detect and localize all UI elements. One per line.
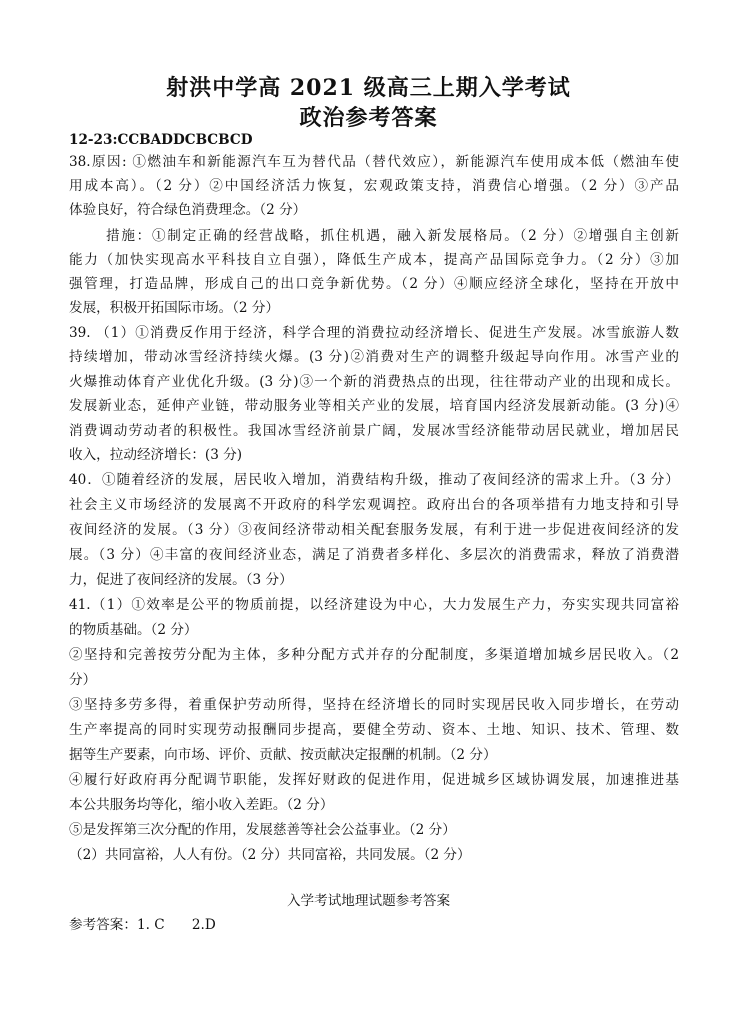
answer-line: 用成本高）。（2 分）②中国经济活力恢复，宏观政策支持，消费信心增强。（2 分）③产品 [69, 178, 679, 194]
answer-line: 发展新业态，延伸产业链，带动服务业等相关产业的发展，培育国内经济发展新动能。(3 分)④ [69, 398, 679, 414]
answer-line: 消费调动劳动者的积极性。我国冰雪经济前景广阔，发展冰雪经济能带动居民就业，增加居民 [69, 423, 679, 439]
answer-line: 38.原因: ①燃油车和新能源汽车互为替代品（替代效应），新能源汽车使用成本低（燃油车使 [69, 154, 679, 170]
answer-line: ⑤是发挥第三次分配的作用，发展慈善等社会公益事业。（2 分） [69, 822, 456, 838]
answer-line: 本公共服务均等化，缩小收入差距。（2 分） [69, 797, 334, 813]
answer-line: （2）共同富裕，人人有份。（2 分）共同富裕，共同发展。（2 分） [69, 847, 471, 863]
answer-line: 41.（1）①效率是公平的物质前提，以经济建设为中心，大力发展生产力，夯实实现共同富裕 [69, 597, 679, 613]
geography-heading: 入学考试地理试题参考答案 [286, 893, 451, 909]
answer-line: 能力（加快实现高水平科技自立自强），降低生产成本，提高产品国际竞争力。（2 分）③加 [69, 252, 679, 268]
answer-line: 收入，拉动经济增长：(3 分) [69, 447, 243, 463]
answer-line: 发展，积极开拓国际市场。（2 分） [69, 300, 280, 316]
answer-line: 火爆推动体育产业优化升级。(3 分)③一个新的消费热点的出现，往往带动产业的出现和成长。 [69, 374, 679, 390]
answer-line: 40．①随着经济的发展，居民收入增加，消费结构升级，推动了夜间经济的需求上升。（3 分） [69, 472, 679, 488]
answer-line: 强管理，打造品牌，形成自己的出口竞争新优势。（2 分）④顺应经济全球化，坚持在开放中 [69, 276, 679, 292]
answer-line: ③坚持多劳多得，着重保护劳动所得，坚持在经济增长的同时实现居民收入同步增长，在劳动 [69, 697, 679, 713]
answer-line: 夜间经济的发展。（3 分）③夜间经济带动相关配套服务发展，有利于进一步促进夜间经济的发 [69, 522, 679, 538]
choice-answer-key: 12-23:CCBADDCBCBCD [69, 132, 253, 148]
geography-answers: 参考答案：1. C 2.D [69, 917, 216, 933]
answer-line: 的物质基础。（2 分） [69, 622, 198, 638]
document-title: 射洪中学高 2021 级高三上期入学考试 [166, 75, 571, 101]
answer-line: 社会主义市场经济的发展离不开政府的科学宏观调控。政府出台的各项举措有力地支持和引导 [69, 497, 679, 513]
answer-line: 生产率提高的同时实现劳动报酬同步提高，要健全劳动、资本、土地、知识、技术、管理、数 [69, 722, 679, 738]
answer-line: 分） [69, 672, 97, 688]
answer-line: 39. （1）①消费反作用于经济，科学合理的消费拉动经济增长、促进生产发展。冰雪旅游人数 [69, 325, 679, 341]
answer-line: 体验良好，符合绿色消费理念。（2 分） [69, 202, 307, 218]
answer-line: ④履行好政府再分配调节职能，发挥好财政的促进作用，促进城乡区域协调发展，加速推进基 [69, 772, 679, 788]
answer-line: 据等生产要素，向市场、评价、贡献、按贡献决定报酬的机制。（2 分） [69, 747, 497, 763]
answer-line: ②坚持和完善按劳分配为主体，多种分配方式并存的分配制度，多渠道增加城乡居民收入。（2 [69, 647, 679, 663]
answer-line: 持续增加，带动冰雪经济持续火爆。(3 分)②消费对生产的调整升级起导向作用。冰雪产业的 [69, 349, 679, 365]
answer-line: 力，促进了夜间经济的发展。（3 分） [69, 572, 293, 588]
answer-line: 措施：①制定正确的经营战略，抓住机遇，融入新发展格局。（2 分）②增强自主创新 [106, 228, 679, 244]
document-subtitle: 政治参考答案 [299, 105, 438, 131]
answer-line: 展。（3 分）④丰富的夜间经济业态，满足了消费者多样化、多层次的消费需求，释放了消费潜 [69, 547, 679, 563]
